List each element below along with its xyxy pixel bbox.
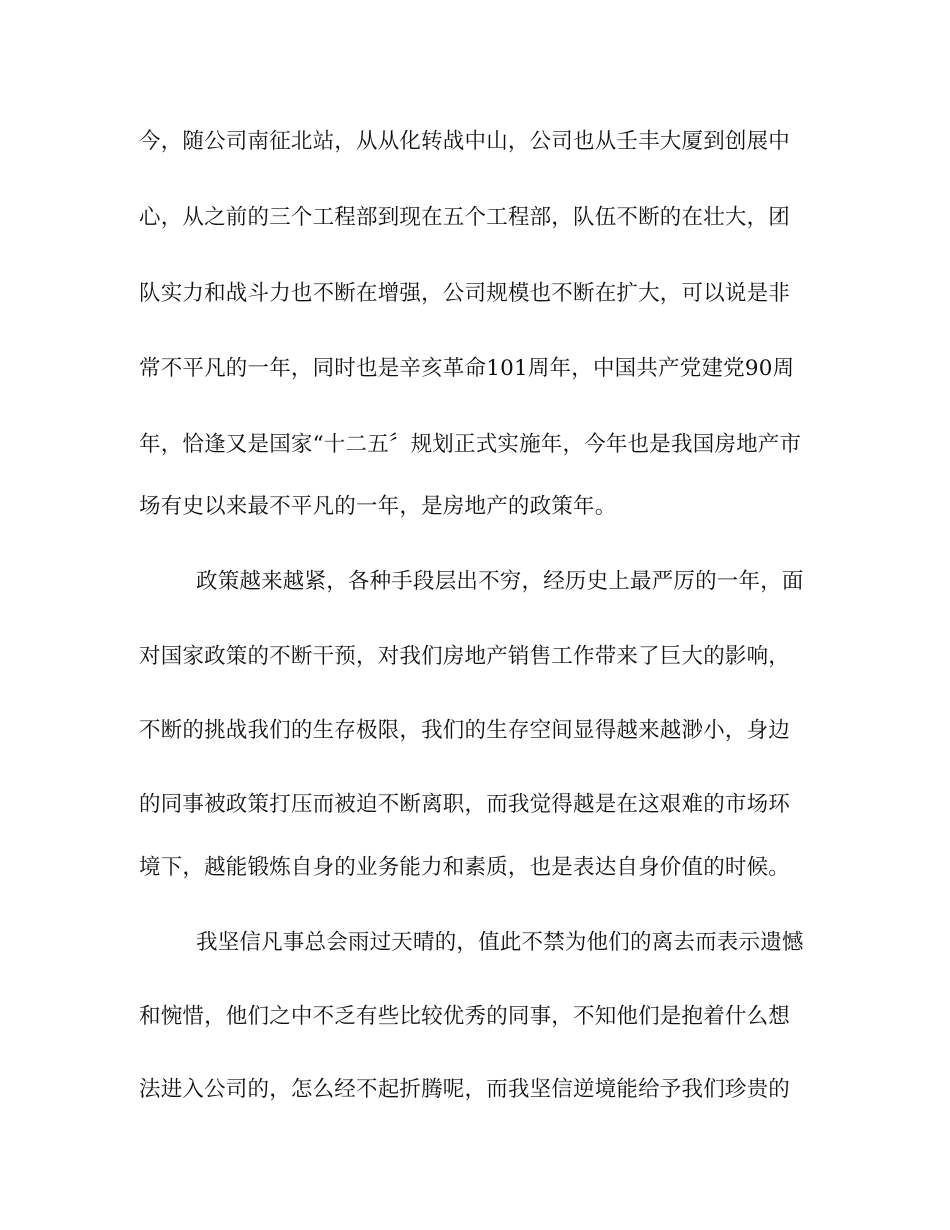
text-line: 今，随公司南征北站，从从化转战中山，公司也从壬丰大厦到创展中 <box>139 129 791 154</box>
text-line: 不断的挑战我们的生存极限，我们的生存空间显得越来越渺小，身边 <box>139 718 791 743</box>
text-line: 场有史以来最不平凡的一年，是房地产的政策年。 <box>139 494 617 519</box>
text-line: 我坚信凡事总会雨过天晴的，值此不禁为他们的离去而表示遗憾 <box>196 930 804 955</box>
text-line: 年，恰逢又是国家“十二五〞规划正式实施年，今年也是我国房地产市 <box>139 432 802 457</box>
text-line: 境下，越能锻炼自身的业务能力和素质，也是表达自身价值的时候。 <box>139 855 791 880</box>
text-line: 和惋惜，他们之中不乏有些比较优秀的同事，不知他们是抱着什么想 <box>139 1004 791 1029</box>
text-line: 心，从之前的三个工程部到现在五个工程部，队伍不断的在壮大，团 <box>139 205 791 230</box>
text-line: 政策越来越紧，各种手段层出不穷，经历史上最严厉的一年，面 <box>196 569 804 594</box>
text-line: 法进入公司的，怎么经不起折腾呢，而我坚信逆境能给予我们珍贵的 <box>139 1077 791 1102</box>
text-line: 常不平凡的一年，同时也是辛亥革命101周年，中国共产党建党90周 <box>139 356 795 381</box>
text-line: 的同事被政策打压而被迫不断离职，而我觉得越是在这艰难的市场环 <box>139 792 791 817</box>
text-line: 对国家政策的不断干预，对我们房地产销售工作带来了巨大的影响， <box>139 644 791 669</box>
text-line: 队实力和战斗力也不断在增强，公司规模也不断在扩大，可以说是非 <box>139 281 791 306</box>
